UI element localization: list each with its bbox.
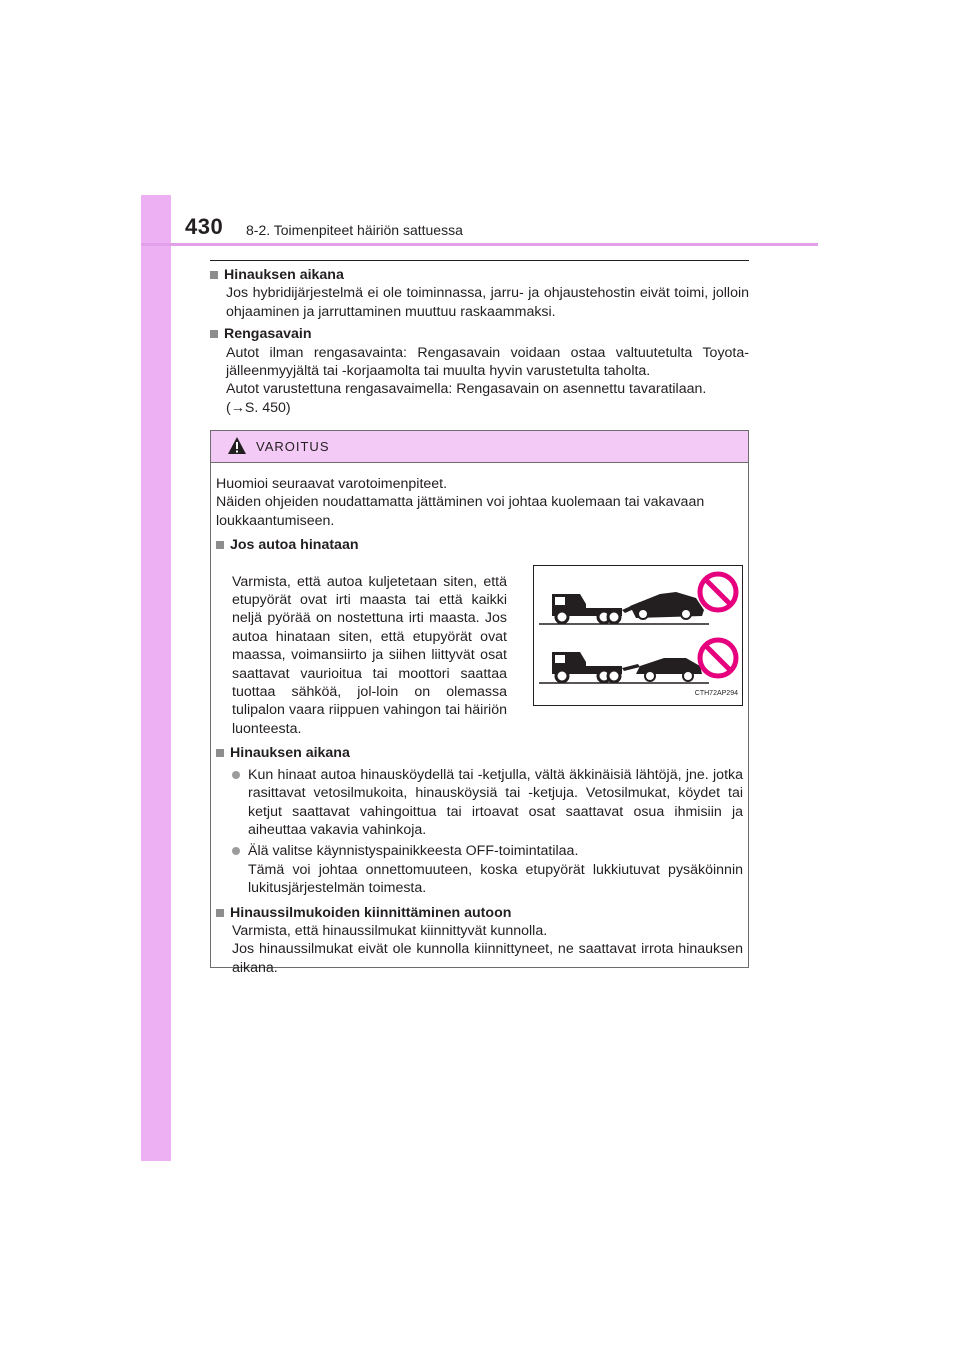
heading-wheel-wrench: Rengasavain — [210, 325, 749, 343]
heading-towing-eyelets: Hinaussilmukoiden kiinnittäminen autoon — [216, 904, 743, 922]
warning-body — [211, 463, 748, 977]
side-tab-bar — [141, 195, 171, 1161]
warning-triangle-icon — [227, 436, 247, 455]
heading-towing: Hinauksen aikana — [210, 266, 749, 284]
warning-box — [210, 430, 749, 976]
towing-warning-text: Varmista, että autoa kuljetetaan siten, että etupyörät ovat irti maasta tai että kaikki neljä pyörää on nostettuna irti maasta. Jos autoa hinataan siten, että etupyörät ovat maassa, voimansiirto ja siihen liittyvät osat saattavat vaurioitua tai moottori saattaa tuottaa sähköä, jol-loin on olemassa tulipalon vaara riippuen vahingon tai häiriön luonteesta. — [232, 573, 507, 737]
round-bullet-icon — [232, 847, 240, 855]
wrench-text-2: Autot varustettuna rengasavaimella: Rengasavain on asennettu tavaratilaan. — [226, 381, 707, 398]
warning-intro-1: Huomioi seuraavat varotoimenpiteet. — [216, 476, 448, 492]
divider — [210, 260, 749, 261]
warning-header — [211, 431, 748, 463]
towing-text: Jos hybridijärjestelmä ei ole toiminnassa, jarru- ja ohjaustehostin eivät toimi, jolloin ohjaaminen ja jarruttaminen muuttuu raskaammaksi. — [226, 285, 749, 320]
section-title: 8-2. Toimenpiteet häiriön sattuessa — [246, 222, 463, 238]
eyelet-text-1: Varmista, että hinaussilmukat kiinnittyvät kunnolla. — [232, 922, 548, 939]
list-item: Kun hinaat autoa hinausköydellä tai -ketjulla, vältä äkkinäisiä lähtöjä, jne. jotka rasittavat vetosilmukoita, hinausköysiä tai -ketjuja. Vetosilmukat, köydet tai ketjut saattavat vahingoittua tai irtoavat osat saattavat osua ihmisiin ja aiheuttaa vakavia vahinkoja. — [216, 766, 743, 840]
prohibition-icon — [696, 570, 740, 614]
wrench-text-1: Autot ilman rengasavainta: Rengasavain voidaan ostaa valtuutetulta Toyota-jälleenmyyjältä tai -korjaamolta tai muulta hyvin varustetulta taholta. — [226, 344, 749, 380]
header-rule — [141, 243, 818, 246]
square-bullet-icon — [216, 749, 224, 757]
intro-content — [210, 266, 749, 417]
heading-during-towing: Hinauksen aikana — [216, 744, 743, 762]
figure-code: CTH72AP294 — [694, 690, 738, 698]
square-bullet-icon — [210, 330, 218, 338]
warning-label: VAROITUS — [256, 439, 330, 454]
square-bullet-icon — [216, 541, 224, 549]
list-item: Älä valitse käynnistyspainikkeesta OFF-toimintatilaa. Tämä voi johtaa onnettomuuteen, koska etupyörät lukkiutuvat pysäköinnin lukitusjärjestelmän toimesta. — [216, 842, 743, 897]
prohibition-icon — [696, 636, 740, 680]
square-bullet-icon — [216, 909, 224, 917]
square-bullet-icon — [210, 271, 218, 279]
towing-illustration — [533, 565, 743, 706]
eyelet-text-2: Jos hinaussilmukat eivät ole kunnolla kiinnittyneet, ne saattavat irrota hinauksen aikana. — [232, 941, 743, 976]
towing-row — [216, 559, 743, 739]
round-bullet-icon — [232, 771, 240, 779]
warning-intro-2: Näiden ohjeiden noudattamatta jättäminen voi johtaa kuolemaan tai vakavaan loukkaantumiseen. — [216, 494, 705, 529]
page-number: 430 — [185, 214, 224, 239]
page-reference: (→S. 450) — [226, 399, 291, 416]
heading-if-towed: Jos autoa hinataan — [216, 536, 743, 554]
